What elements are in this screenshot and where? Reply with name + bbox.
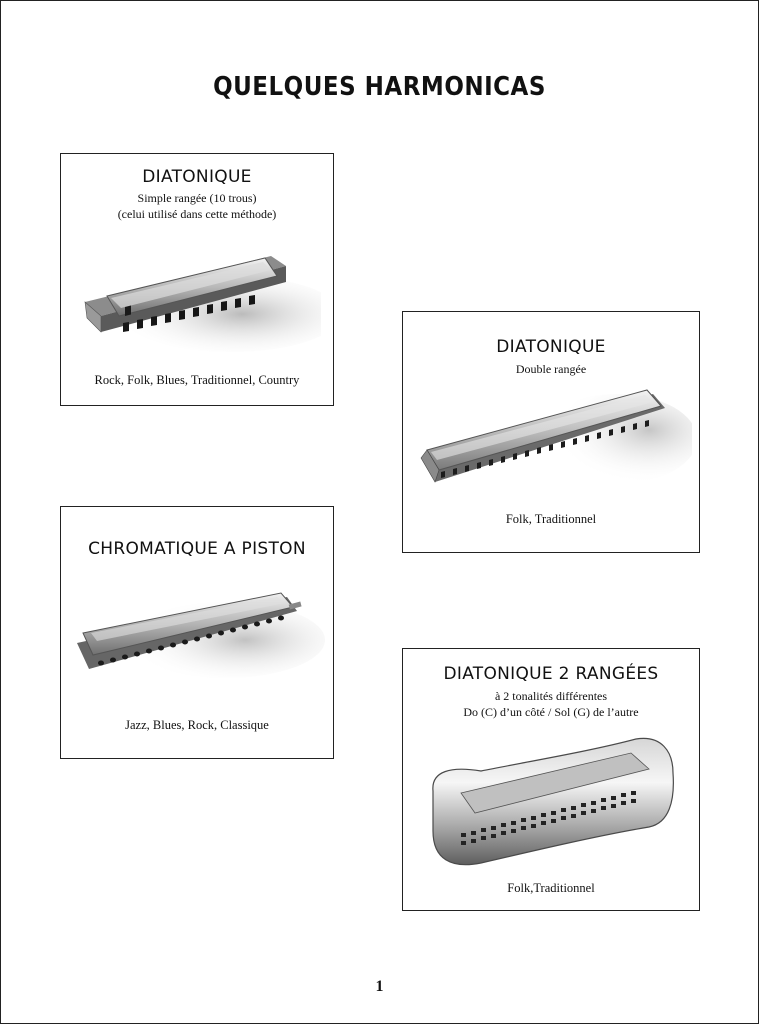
harmonica-two-key-photo (421, 731, 683, 871)
harmonica-double-row-photo (417, 384, 692, 504)
card-title: CHROMATIQUE A PISTON (88, 539, 306, 559)
card-subtitle: à 2 tonalités différentes (494, 689, 608, 703)
card-title: DIATONIQUE 2 RANGÉES (443, 664, 659, 684)
harmonica-chromatic-photo (75, 585, 325, 695)
card-subtitle: Double rangée (515, 362, 587, 376)
card-diatonic-single (60, 153, 334, 406)
card-diatonic-two-rows (402, 648, 700, 911)
card-title: DIATONIQUE (496, 337, 606, 357)
card-caption: Jazz, Blues, Rock, Classique (125, 718, 269, 732)
card-chromatic (60, 506, 334, 759)
harmonica-10-hole-photo (81, 234, 321, 364)
card-caption: Folk,Traditionnel (507, 881, 595, 895)
card-subtitle: Simple rangée (10 trous) (137, 191, 257, 205)
card-caption: Rock, Folk, Blues, Traditionnel, Country (94, 373, 300, 387)
page-number: 1 (375, 978, 384, 995)
card-title: DIATONIQUE (142, 167, 252, 187)
page-title: QUELQUES HARMONICAS (213, 72, 546, 102)
card-diatonic-double (402, 311, 700, 553)
card-caption: Folk, Traditionnel (505, 512, 597, 526)
card-subtitle: (celui utilisé dans cette méthode) (117, 207, 277, 221)
card-subtitle: Do (C) d’un côté / Sol (G) de l’autre (463, 705, 639, 719)
